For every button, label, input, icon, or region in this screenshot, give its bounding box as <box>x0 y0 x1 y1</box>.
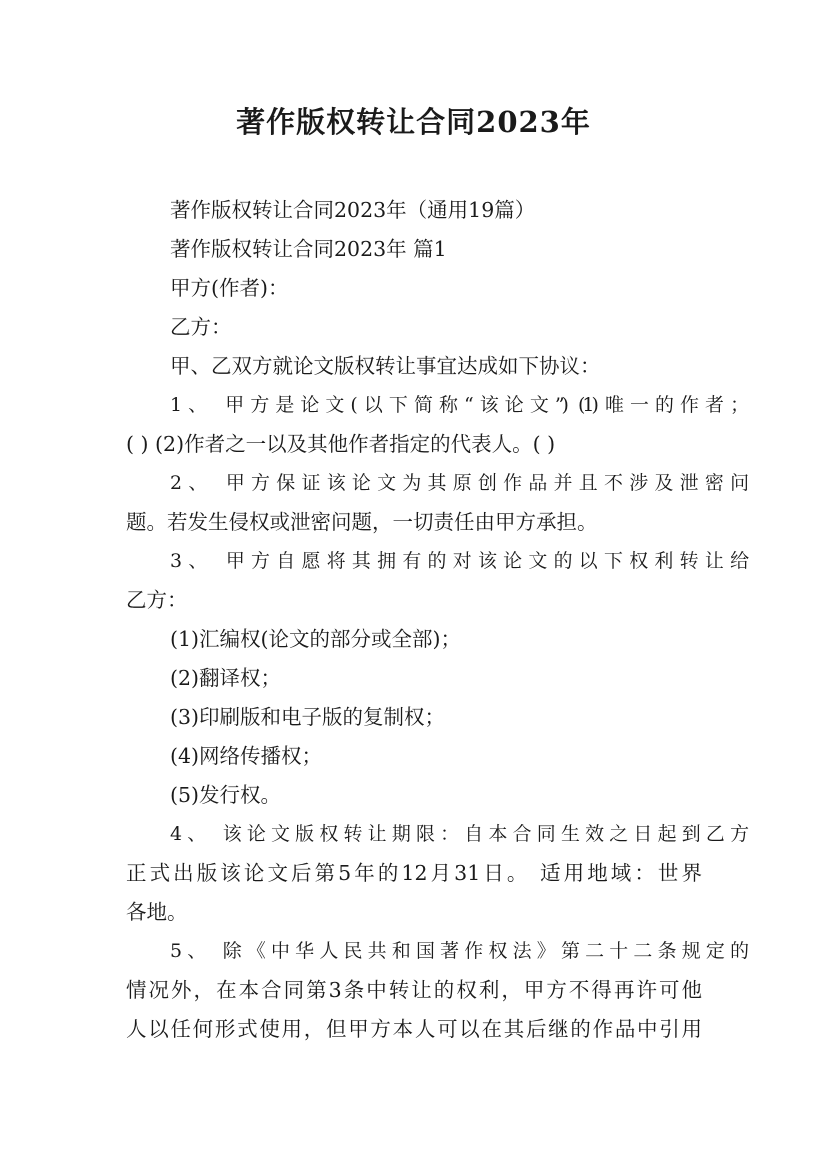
clause-1-line-2: ( ) (2)作者之一以及其他作者指定的代表人。( ) <box>126 432 556 456</box>
document-body <box>126 191 746 1049</box>
subtitle-line: 著作版权转让合同2023年（通用19篇） <box>170 198 536 222</box>
right-item-2: (2)翻译权； <box>170 666 282 690</box>
clause-5-line-3: 人以任何形式使用，但甲方本人可以在其后继的作品中引用 <box>126 1017 702 1041</box>
right-item-1: (1)汇编权(论文的部分或全部)； <box>170 627 462 651</box>
clause-2-line-2: 题。若发生侵权或泄密问题，一切责任由甲方承担。 <box>126 510 598 534</box>
document-title: 著作版权转让合同2023年 <box>236 105 591 139</box>
party-a-line: 甲方(作者)： <box>170 276 289 300</box>
clause-4-line-2: 正式出版该论文后第5年的12月31日。 适用地域：世界 <box>126 861 702 885</box>
clause-5-line-1: 5、 除《中华人民共和国著作权法》第二十二条规定的 <box>170 940 746 962</box>
section-heading: 著作版权转让合同2023年 篇1 <box>170 237 447 261</box>
party-b-line: 乙方： <box>170 315 232 339</box>
clause-3-line-2: 乙方： <box>126 588 188 612</box>
clause-5-line-2: 情况外，在本合同第3条中转让的权利，甲方不得再许可他 <box>126 978 702 1002</box>
right-item-3: (3)印刷版和电子版的复制权； <box>170 705 446 729</box>
clause-4-line-3: 各地。 <box>126 900 188 924</box>
clause-2-line-1: 2、 甲方保证该论文为其原创作品并且不涉及泄密问 <box>170 472 746 494</box>
clause-1-line-1: 1、 甲方是论文(以下简称“该论文”) (1)唯一的作者； <box>170 394 746 416</box>
clause-4-line-1: 4、 该论文版权转让期限：自本合同生效之日起到乙方 <box>170 823 746 845</box>
agreement-intro: 甲、乙双方就论文版权转让事宜达成如下协议： <box>170 354 601 378</box>
clause-3-line-1: 3、 甲方自愿将其拥有的对该论文的以下权利转让给 <box>170 550 746 572</box>
right-item-4: (4)网络传播权； <box>170 744 323 768</box>
right-item-5: (5)发行权。 <box>170 783 282 807</box>
